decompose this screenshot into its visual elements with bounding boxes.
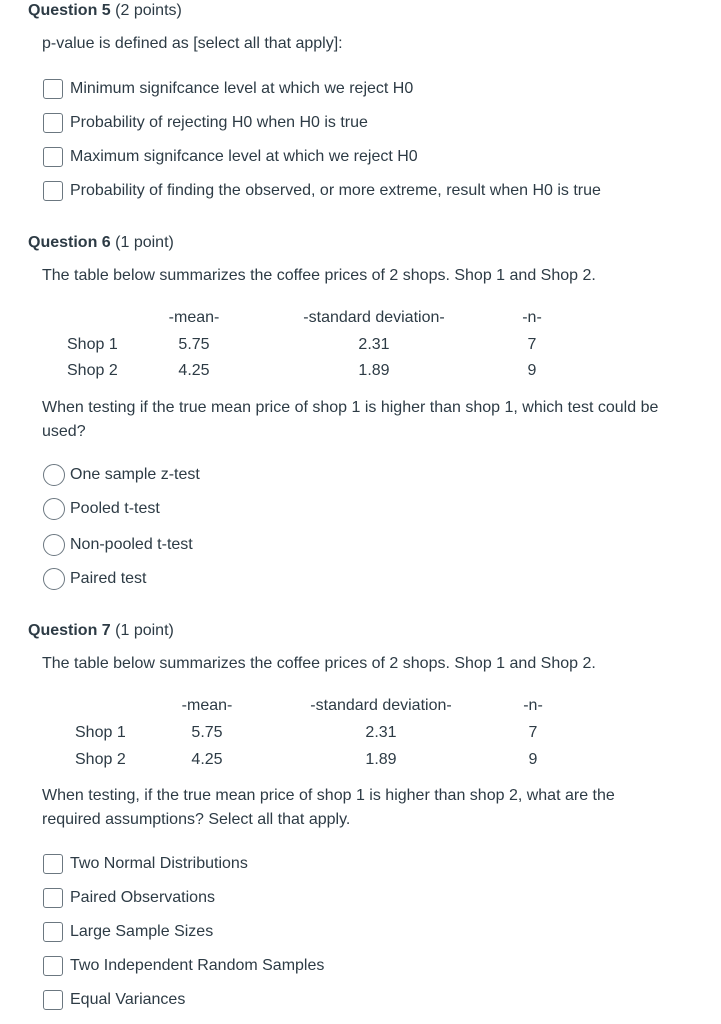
question-6-prompt: When testing if the true mean price of shop 1 is higher than shop 1, which test could be used? [42,399,659,440]
checkbox[interactable] [43,854,63,874]
q6-option-1[interactable] [43,462,200,488]
q7-row-1-label: Shop 1 [75,724,126,741]
q6-row-2-sd: 1.89 [358,362,390,379]
q5-option-4[interactable] [43,178,601,204]
q7-option-2[interactable] [43,885,215,911]
question-6-number: Question 6 [28,234,111,251]
q7-option-4[interactable] [43,953,324,979]
question-6-header [28,234,174,252]
q6-row-2-mean: 4.25 [178,362,210,379]
checkbox[interactable] [43,888,63,908]
question-5-prompt: p-value is defined as [select all that apply]: [42,35,343,52]
question-7-header [28,622,174,640]
q7-option-5[interactable] [43,987,185,1013]
q7-row-2-mean: 4.25 [191,751,223,768]
q6-option-3[interactable] [43,532,193,558]
q5-option-4-label: Probability of finding the observed, or more extreme, result when H0 is true [70,182,601,199]
q6-header-mean: -mean- [168,309,220,326]
question-6-points: (1 point) [115,234,174,251]
q7-row-1-mean: 5.75 [191,724,223,741]
q6-option-1-label: One sample z-test [70,466,200,483]
q7-row-2-n: 9 [528,751,538,768]
q7-row-1-n: 7 [528,724,538,741]
checkbox[interactable] [43,990,63,1010]
q7-option-1-label: Two Normal Distributions [70,855,248,872]
checkbox[interactable] [43,181,63,201]
q7-header-mean: -mean- [181,697,233,714]
q6-row-2-label: Shop 2 [67,362,118,379]
q6-option-3-label: Non-pooled t-test [70,536,193,553]
question-5-points: (2 points) [115,2,182,19]
q6-row-1-label: Shop 1 [67,336,118,353]
question-7-prompt: When testing, if the true mean price of shop 1 is higher than shop 2, what are the required assumptions? Select all that apply. [42,787,615,828]
q7-option-1[interactable] [43,851,248,877]
q6-option-2-label: Pooled t-test [70,500,160,517]
question-7-intro: The table below summarizes the coffee prices of 2 shops. Shop 1 and Shop 2. [42,655,596,672]
q7-option-4-label: Two Independent Random Samples [70,957,325,974]
q5-option-2[interactable] [43,110,368,136]
question-7-number: Question 7 [28,622,111,639]
q7-header-n: -n- [523,697,543,714]
q7-option-3[interactable] [43,919,213,945]
checkbox[interactable] [43,113,63,133]
question-6-intro: The table below summarizes the coffee prices of 2 shops. Shop 1 and Shop 2. [42,267,596,284]
radio-button[interactable] [43,568,65,590]
q7-row-2-sd: 1.89 [365,751,397,768]
q5-option-3[interactable] [43,144,418,170]
q6-option-4[interactable] [43,566,146,592]
q6-option-2[interactable] [43,496,160,522]
checkbox[interactable] [43,922,63,942]
q5-option-1-label: Minimum signifcance level at which we reject H0 [70,80,414,97]
checkbox[interactable] [43,956,63,976]
question-7-points: (1 point) [115,622,174,639]
checkbox[interactable] [43,79,63,99]
q6-option-4-label: Paired test [70,570,147,587]
q7-option-5-label: Equal Variances [70,991,186,1008]
checkbox[interactable] [43,147,63,167]
q7-header-sd: -standard deviation- [310,697,452,714]
radio-button[interactable] [43,498,65,520]
question-5-number: Question 5 [28,2,111,19]
q7-option-2-label: Paired Observations [70,889,215,906]
q6-header-n: -n- [522,309,542,326]
q6-row-1-n: 7 [527,336,537,353]
q5-option-2-label: Probability of rejecting H0 when H0 is true [70,114,368,131]
q6-row-2-n: 9 [527,362,537,379]
radio-button[interactable] [43,464,65,486]
question-5-header [28,2,182,20]
q7-option-3-label: Large Sample Sizes [70,923,214,940]
q5-option-1[interactable] [43,76,413,102]
q6-header-sd: -standard deviation- [303,309,445,326]
q7-row-1-sd: 2.31 [365,724,397,741]
q6-row-1-mean: 5.75 [178,336,210,353]
q5-option-3-label: Maximum signifcance level at which we reject H0 [70,148,418,165]
radio-button[interactable] [43,534,65,556]
q6-row-1-sd: 2.31 [358,336,390,353]
q7-row-2-label: Shop 2 [75,751,126,768]
